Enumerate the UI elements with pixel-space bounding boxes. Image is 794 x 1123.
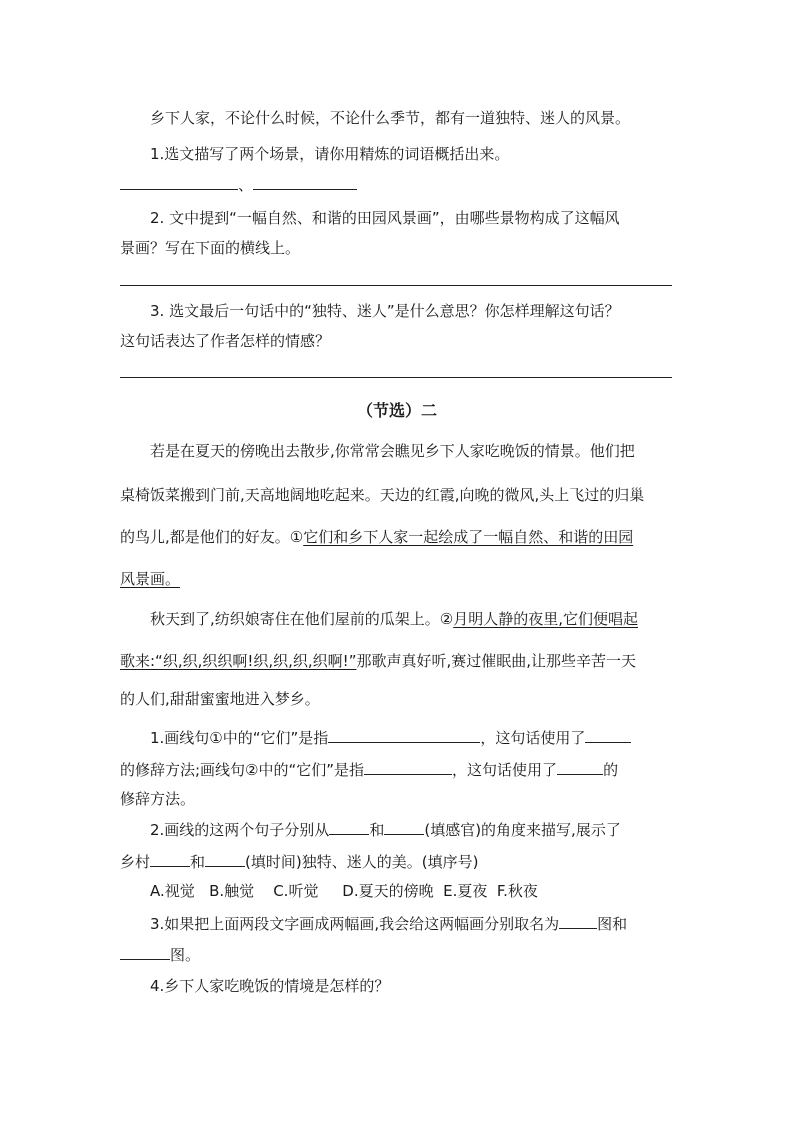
question-2-line-1: 2.画线的这两个句子分别从 和 (填感官)的角度来描写,展示了 (150, 818, 621, 841)
answer-options: A.视觉 B.触觉 C.听觉 D.夏天的傍晚 E.夏夜 F.秋夜 (150, 882, 538, 900)
answer-blank[interactable] (557, 758, 603, 775)
answer-blank[interactable] (585, 726, 631, 743)
answer-blank[interactable] (384, 818, 424, 835)
passage-line: 桌椅饭菜搬到门前,天高地阔地吃起来。天边的红霞,向晚的微风,头上飞过的归巢 (120, 486, 645, 504)
answer-blank[interactable] (329, 818, 369, 835)
question-1-line-1: 1.画线句①中的“它们”是指 ，这句话使用了 (150, 726, 631, 749)
underlined-sentence-1-end: 风景画。 (120, 570, 181, 588)
answer-blank[interactable] (120, 173, 238, 190)
question-2-line-1: 2. 文中提到“一幅自然、和谐的田园风景画”，由哪些景物构成了这幅风 (150, 209, 620, 227)
question-2-line-2: 乡村 和 (填时间)独特、迷人的美。(填序号) (120, 850, 478, 873)
closing-sentence: 乡下人家，不论什么时候，不论什么季节，都有一道独特、迷人的风景。 (150, 109, 631, 127)
answer-blank[interactable] (253, 173, 357, 190)
answer-line[interactable] (120, 285, 672, 286)
question-3-line-1: 3.如果把上面两段文字画成两幅画,我会给这两幅画分别取名为 图和 (150, 912, 627, 935)
answer-blank[interactable] (559, 912, 597, 929)
question-3-line-1: 3. 选文最后一句话中的“独特、迷人”是什么意思？你怎样理解这句话？ (150, 302, 620, 320)
answer-blank[interactable] (328, 726, 480, 743)
question-1: 1.选文描写了两个场景，请你用精炼的词语概括出来。 (150, 145, 510, 163)
question-2-line-2: 景画？写在下面的横线上。 (120, 239, 301, 257)
answer-blank[interactable] (364, 758, 452, 775)
answer-blank[interactable] (150, 850, 190, 867)
section-title: （节选）二 (356, 401, 437, 420)
underlined-sentence-1: 它们和乡下人家一起绘成了一幅自然、和谐的田园 (303, 528, 634, 546)
question-1-line-2: 的修辞方法;画线句②中的“它们”是指 ，这句话使用了 的 (120, 758, 618, 781)
passage-line: 的人们,甜甜蜜蜜地进入梦乡。 (120, 690, 320, 708)
question-1-line-3: 修辞方法。 (120, 790, 196, 808)
answer-line[interactable] (120, 377, 672, 378)
passage-line: 歌来:“织,织,织织啊!织,织,织,织啊!”那歌声真好听,赛过催眠曲,让那些辛苦一天 (120, 652, 637, 670)
underlined-sentence-2: 月明人静的夜里,它们便唱起 (453, 610, 638, 628)
passage-line: 若是在夏天的傍晚出去散步,你常常会瞧见乡下人家吃晚饭的情景。他们把 (150, 442, 635, 460)
passage-line: 的鸟儿,都是他们的好友。①它们和乡下人家一起绘成了一幅自然、和谐的田园 (120, 528, 634, 546)
passage-line: 秋天到了,纺织娘寄住在他们屋前的瓜架上。②月明人静的夜里,它们便唱起 (150, 610, 638, 628)
question-3-line-2: 这句话表达了作者怎样的情感？ (120, 332, 331, 350)
answer-blank[interactable] (205, 850, 245, 867)
answer-blank[interactable] (120, 943, 170, 960)
answer-blanks-1: 、 (120, 173, 357, 196)
passage-line (120, 568, 180, 590)
underlined-sentence-2-end: 歌来:“织,织,织织啊!织,织,织,织啊!” (120, 652, 357, 670)
question-3-line-2: 图。 (120, 943, 200, 966)
question-4: 4.乡下人家吃晚饭的情境是怎样的？ (150, 977, 390, 995)
